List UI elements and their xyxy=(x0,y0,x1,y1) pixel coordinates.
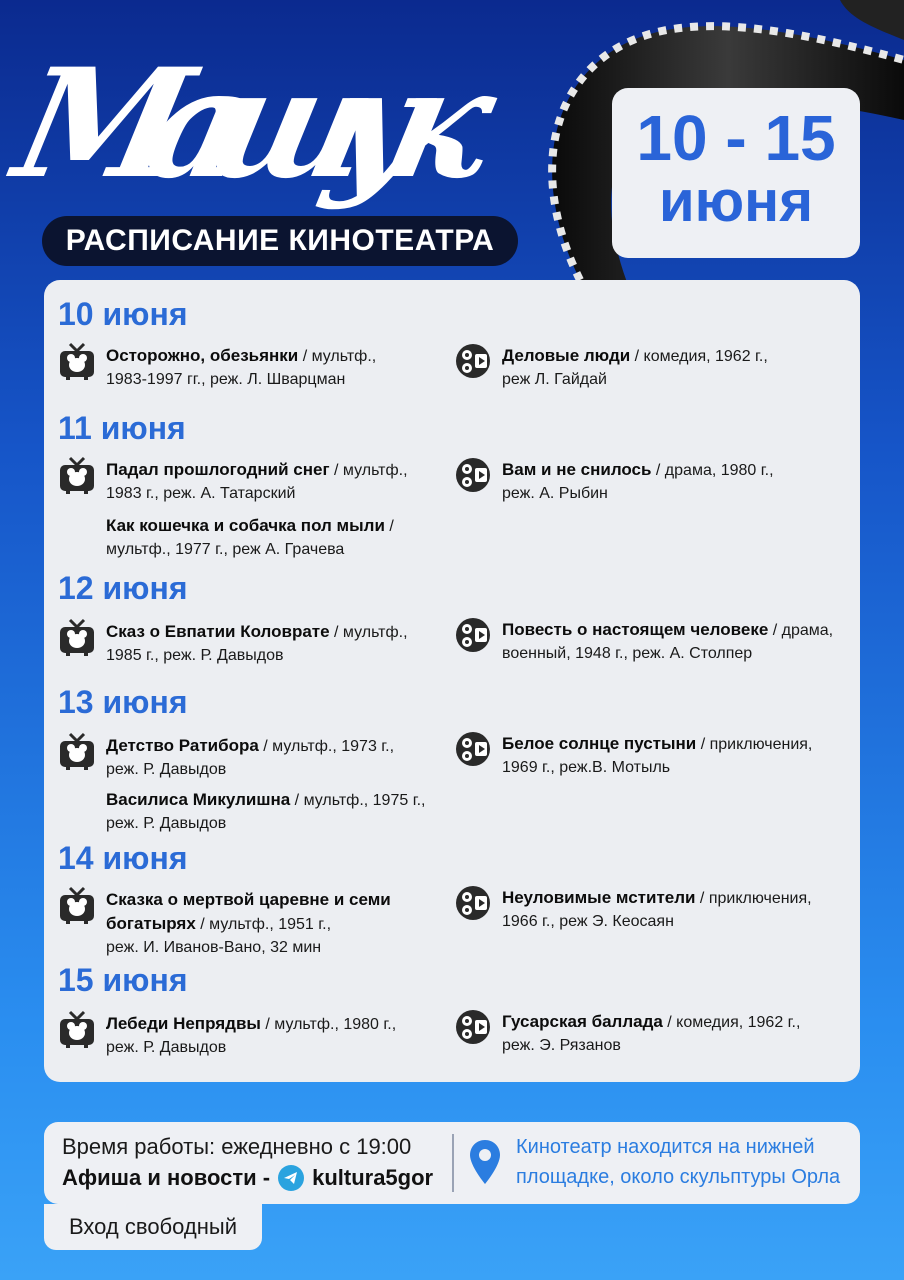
list-item xyxy=(454,344,844,391)
film-details: военный, 1948 г., реж. А. Столпер xyxy=(502,645,753,662)
location-text xyxy=(516,1132,856,1192)
day-title: 10 июня xyxy=(58,296,188,332)
telegram-channel-link[interactable]: kultura5gor xyxy=(312,1165,434,1190)
location-line: Кинотеатр находится на нижней xyxy=(516,1136,815,1158)
movie-camera-icon xyxy=(454,884,492,922)
day-title: 14 июня xyxy=(58,840,188,876)
schedule-panel xyxy=(44,280,860,1082)
film-title: Вам и не снилось xyxy=(502,460,652,479)
film-genre: / приключения, xyxy=(696,736,813,753)
film-title: Лебеди Непрядвы xyxy=(106,1014,261,1033)
film-title: Сказ о Евпатии Коловрате xyxy=(106,622,330,641)
cartoon-tv-icon xyxy=(58,886,96,924)
film-genre: / приключения, xyxy=(695,890,812,907)
list-item xyxy=(454,732,844,779)
telegram-icon[interactable] xyxy=(278,1165,304,1191)
film-title: Как кошечка и собачка пол мыли xyxy=(106,516,385,535)
film-title: Падал прошлогодний снег xyxy=(106,460,330,479)
film-genre: / мультф., 1980 г., xyxy=(260,1016,397,1033)
film-genre: / мультф., 1973 г., xyxy=(258,738,395,755)
footer-divider xyxy=(452,1134,454,1192)
film-details: 1966 г., реж Э. Кеосаян xyxy=(502,913,674,930)
location-line: площадке, около скульптуры Орла xyxy=(516,1166,841,1188)
film-title: Сказка о мертвой царевне и семи xyxy=(106,890,391,909)
cartoon-tv-icon xyxy=(58,732,96,770)
cartoon-tv-icon xyxy=(58,456,96,494)
logo-mashuk xyxy=(2,26,516,216)
movie-camera-icon xyxy=(454,342,492,380)
film-details: реж. Р. Давыдов xyxy=(106,815,227,832)
day-title: 13 июня xyxy=(58,684,188,720)
list-item xyxy=(58,734,438,781)
film-genre: / комедия, 1962 г., xyxy=(662,1014,801,1031)
list-item xyxy=(454,886,844,933)
film-genre: / xyxy=(384,518,394,535)
list-item xyxy=(454,618,844,665)
news-line xyxy=(62,1162,433,1194)
film-genre: / мультф., 1975 г., xyxy=(290,792,426,809)
date-month: июня xyxy=(658,169,814,234)
list-item xyxy=(58,620,438,667)
film-genre: / мультф., xyxy=(329,462,408,479)
film-title: Детство Ратибора xyxy=(106,736,259,755)
list-item xyxy=(106,788,436,835)
movie-camera-icon xyxy=(454,456,492,494)
movie-camera-icon xyxy=(454,730,492,768)
date-range: 10 - 15 xyxy=(636,102,836,174)
list-item xyxy=(106,514,436,561)
film-title: Деловые люди xyxy=(502,346,631,365)
film-genre: / мультф., 1951 г., xyxy=(195,916,332,933)
film-details: реж. Э. Рязанов xyxy=(502,1037,621,1054)
cartoon-tv-icon xyxy=(58,618,96,656)
film-genre: / комедия, 1962 г., xyxy=(630,348,768,365)
film-genre: / мультф., xyxy=(298,348,377,365)
cartoon-tv-icon xyxy=(58,342,96,380)
film-title: Неуловимые мстители xyxy=(502,888,696,907)
film-title: Василиса Микулишна xyxy=(106,790,291,809)
location-pin-icon xyxy=(468,1138,502,1186)
date-range-box xyxy=(612,88,860,258)
working-hours: Время работы: ежедневно с 19:00 xyxy=(62,1134,412,1159)
film-details: мультф., 1977 г., реж А. Грачева xyxy=(106,541,345,558)
page-subtitle: РАСПИСАНИЕ КИНОТЕАТРА xyxy=(42,216,518,266)
cartoon-tv-icon xyxy=(58,1010,96,1048)
film-details: реж. И. Иванов-Вано, 32 мин xyxy=(106,939,322,956)
news-label: Афиша и новости - xyxy=(62,1165,271,1190)
film-title: Гусарская баллада xyxy=(502,1012,663,1031)
day-title: 12 июня xyxy=(58,570,188,606)
film-details: реж. А. Рыбин xyxy=(502,485,608,502)
film-details: 1985 г., реж. Р. Давыдов xyxy=(106,647,284,664)
film-title: Осторожно, обезьянки xyxy=(106,346,299,365)
film-title: Повесть о настоящем человеке xyxy=(502,620,769,639)
film-genre: / драма, xyxy=(768,622,834,639)
movie-camera-icon xyxy=(454,1008,492,1046)
film-details: 1969 г., реж.В. Мотыль xyxy=(502,759,671,776)
list-item xyxy=(454,1010,844,1057)
list-item xyxy=(454,458,844,505)
logo-text: Машук xyxy=(2,35,510,212)
film-title-cont: богатырях xyxy=(106,914,196,933)
film-details: 1983 г., реж. А. Татарский xyxy=(106,485,296,502)
day-title: 11 июня xyxy=(58,410,186,446)
film-details: реж Л. Гайдай xyxy=(502,371,607,388)
film-genre: / драма, 1980 г., xyxy=(651,462,774,479)
film-title: Белое солнце пустыни xyxy=(502,734,697,753)
list-item xyxy=(58,344,438,391)
film-details: реж. Р. Давыдов xyxy=(106,1039,227,1056)
list-item xyxy=(58,888,438,959)
day-title: 15 июня xyxy=(58,962,188,998)
movie-camera-icon xyxy=(454,616,492,654)
film-details: 1983-1997 гг., реж. Л. Шварцман xyxy=(106,371,346,388)
film-details: реж. Р. Давыдов xyxy=(106,761,227,778)
free-entry-badge: Вход свободный xyxy=(44,1204,262,1250)
list-item xyxy=(58,1012,438,1059)
film-genre: / мультф., xyxy=(329,624,408,641)
info-footer xyxy=(44,1122,860,1204)
list-item xyxy=(58,458,438,505)
